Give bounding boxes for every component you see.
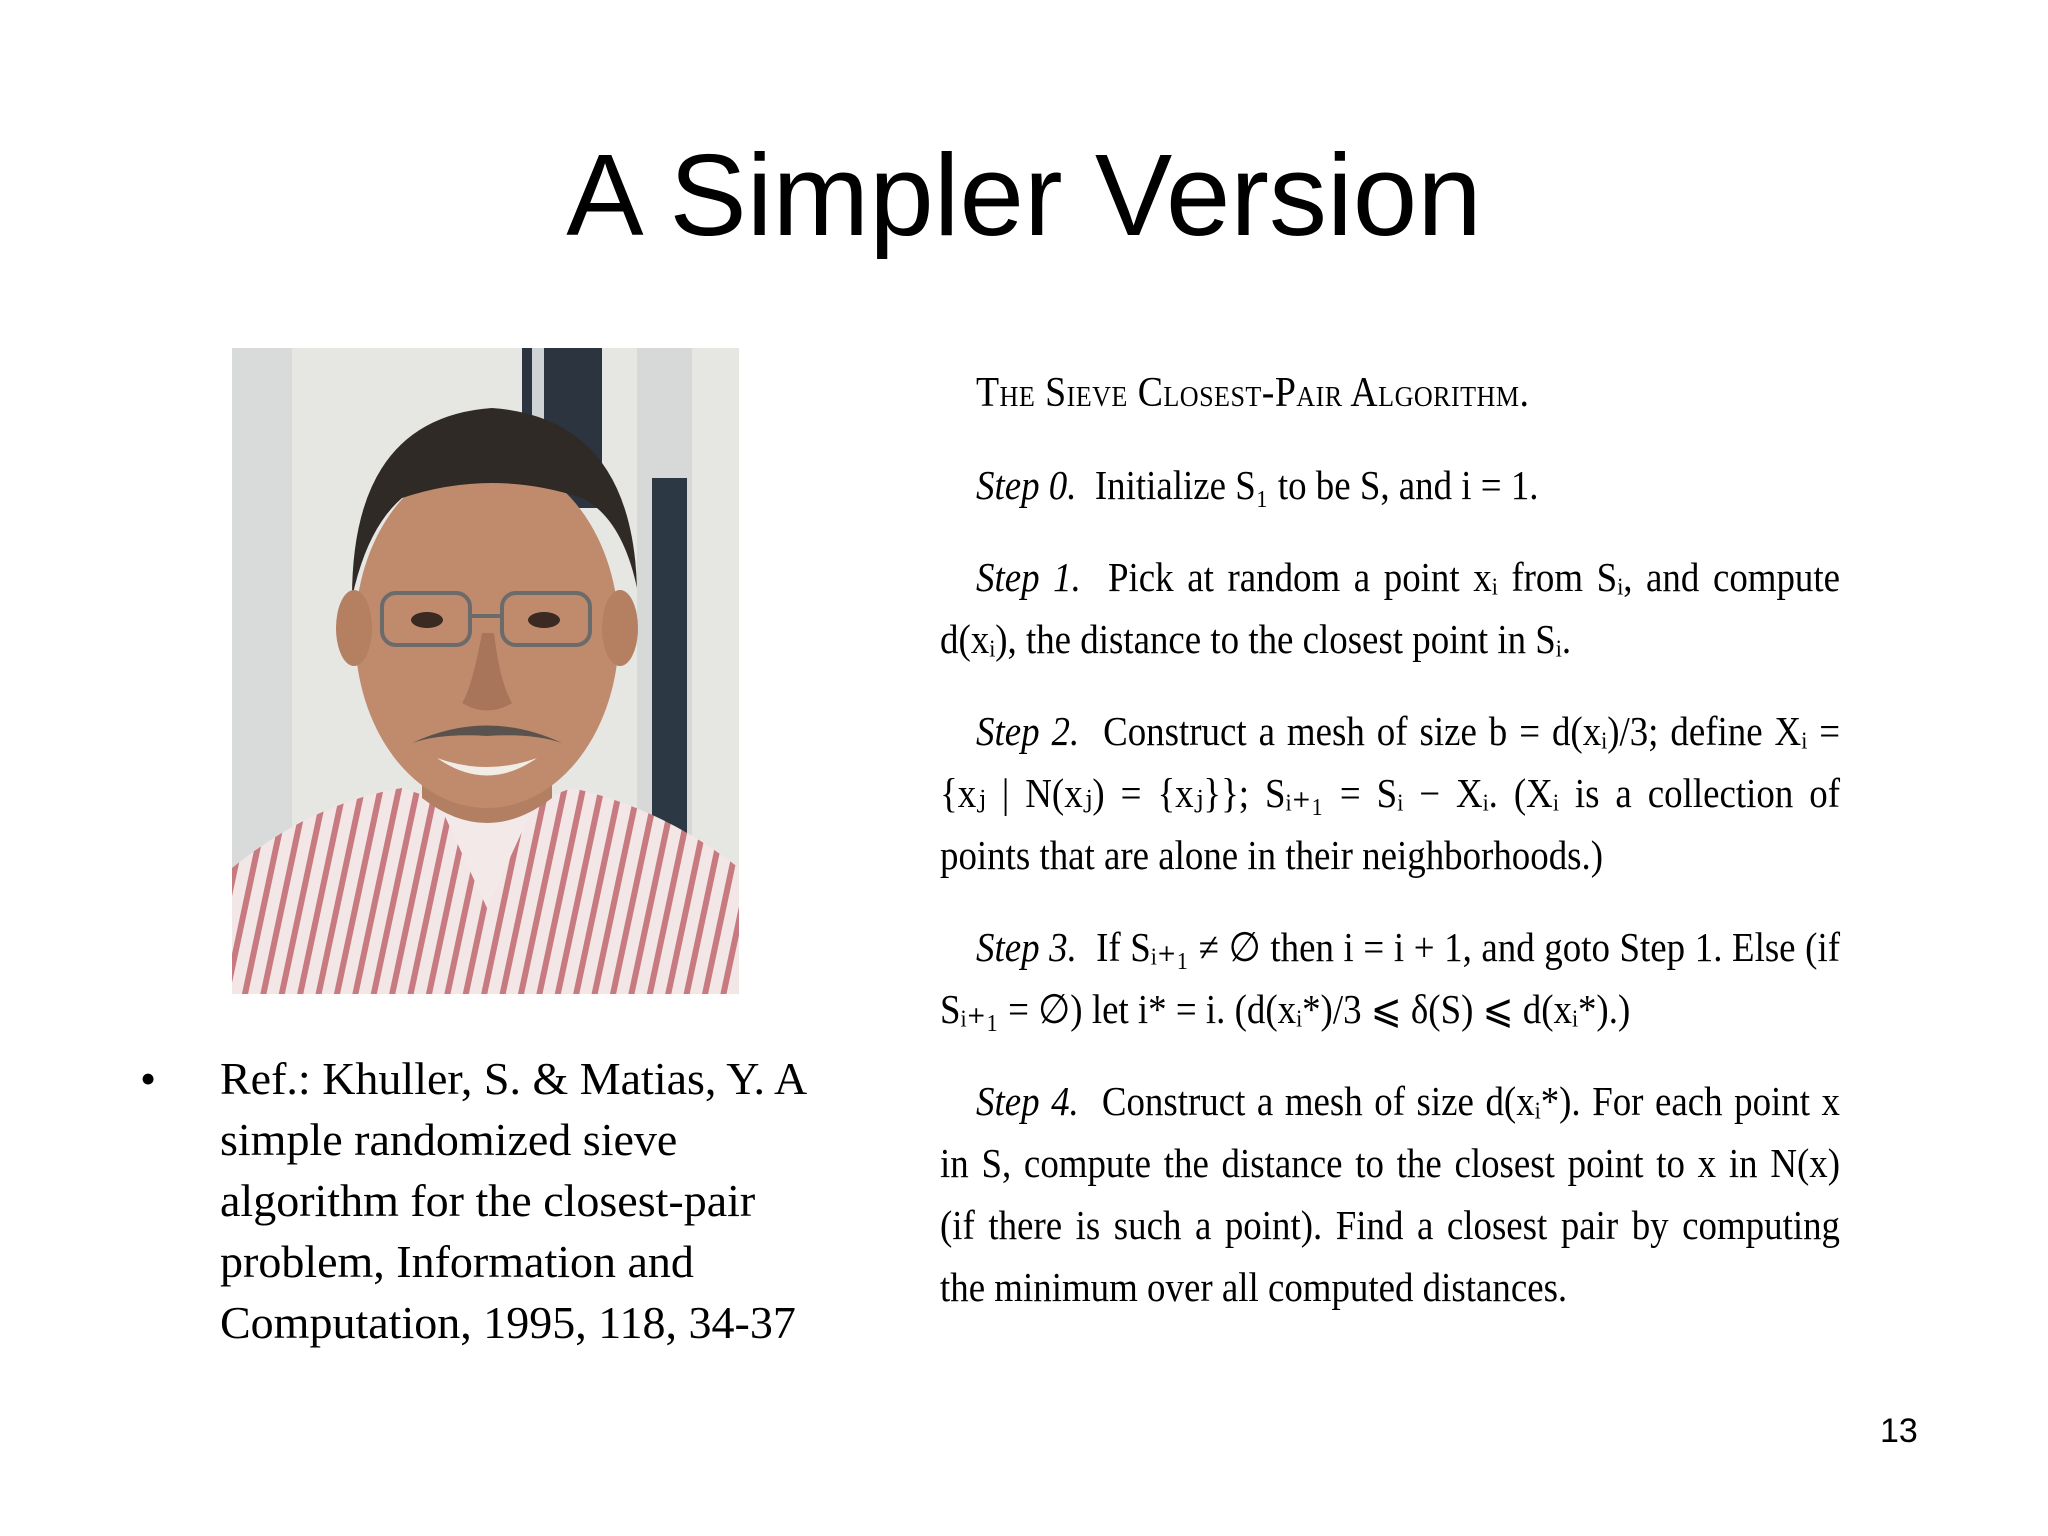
step-text: Construct a mesh of size d(xᵢ*). For each point x in S, compute the distance to the closest point to x in N(x) (if there is such a point). Find a closest pair by computing the minimum over all computed distances.	[940, 1078, 1840, 1310]
algorithm-step	[940, 1070, 1840, 1318]
algorithm-heading: The Sieve Closest-Pair Algorithm.	[976, 370, 1530, 416]
algorithm-step	[940, 546, 1840, 670]
step-text: Construct a mesh of size b = d(xᵢ)/3; define Xᵢ = {xⱼ | N(xⱼ) = {xⱼ}}; Sᵢ₊₁ = Sᵢ − Xᵢ. (Xᵢ is a collection of points that are alone in their neighborhoods.)	[940, 708, 1841, 878]
bullet-icon: •	[140, 1053, 157, 1104]
algorithm-step	[940, 916, 1840, 1040]
reference-text: Ref.: Khuller, S. & Matias, Y. A simple randomized sieve algorithm for the closest-pair problem, Information and Computation, 1995, 118, 34-37	[220, 1053, 805, 1348]
step-text: Pick at random a point xᵢ from Sᵢ, and compute d(xᵢ), the distance to the closest point in Sᵢ.	[940, 554, 1840, 662]
algorithm-step	[940, 454, 1840, 516]
slide-title: A Simpler Version	[566, 130, 1482, 260]
page-number: 13	[1880, 1412, 1918, 1450]
step-label: Step 4.	[976, 1078, 1079, 1124]
algorithm-excerpt	[940, 362, 1840, 1348]
portrait-icon	[232, 348, 739, 994]
step-label: Step 3.	[976, 924, 1077, 970]
portrait-photo	[232, 348, 739, 994]
step-label: Step 1.	[976, 554, 1081, 600]
step-text: Initialize S₁ to be S, and i = 1.	[1094, 462, 1539, 508]
step-label: Step 2.	[976, 708, 1080, 754]
step-text: If Sᵢ₊₁ ≠ ∅ then i = i + 1, and goto Step 1. Else (if Sᵢ₊₁ = ∅) let i* = i. (d(xᵢ*)/3 ⩽ δ(S) ⩽ d(xᵢ*).)	[940, 924, 1841, 1032]
algorithm-step	[940, 700, 1840, 886]
step-label: Step 0.	[976, 462, 1077, 508]
